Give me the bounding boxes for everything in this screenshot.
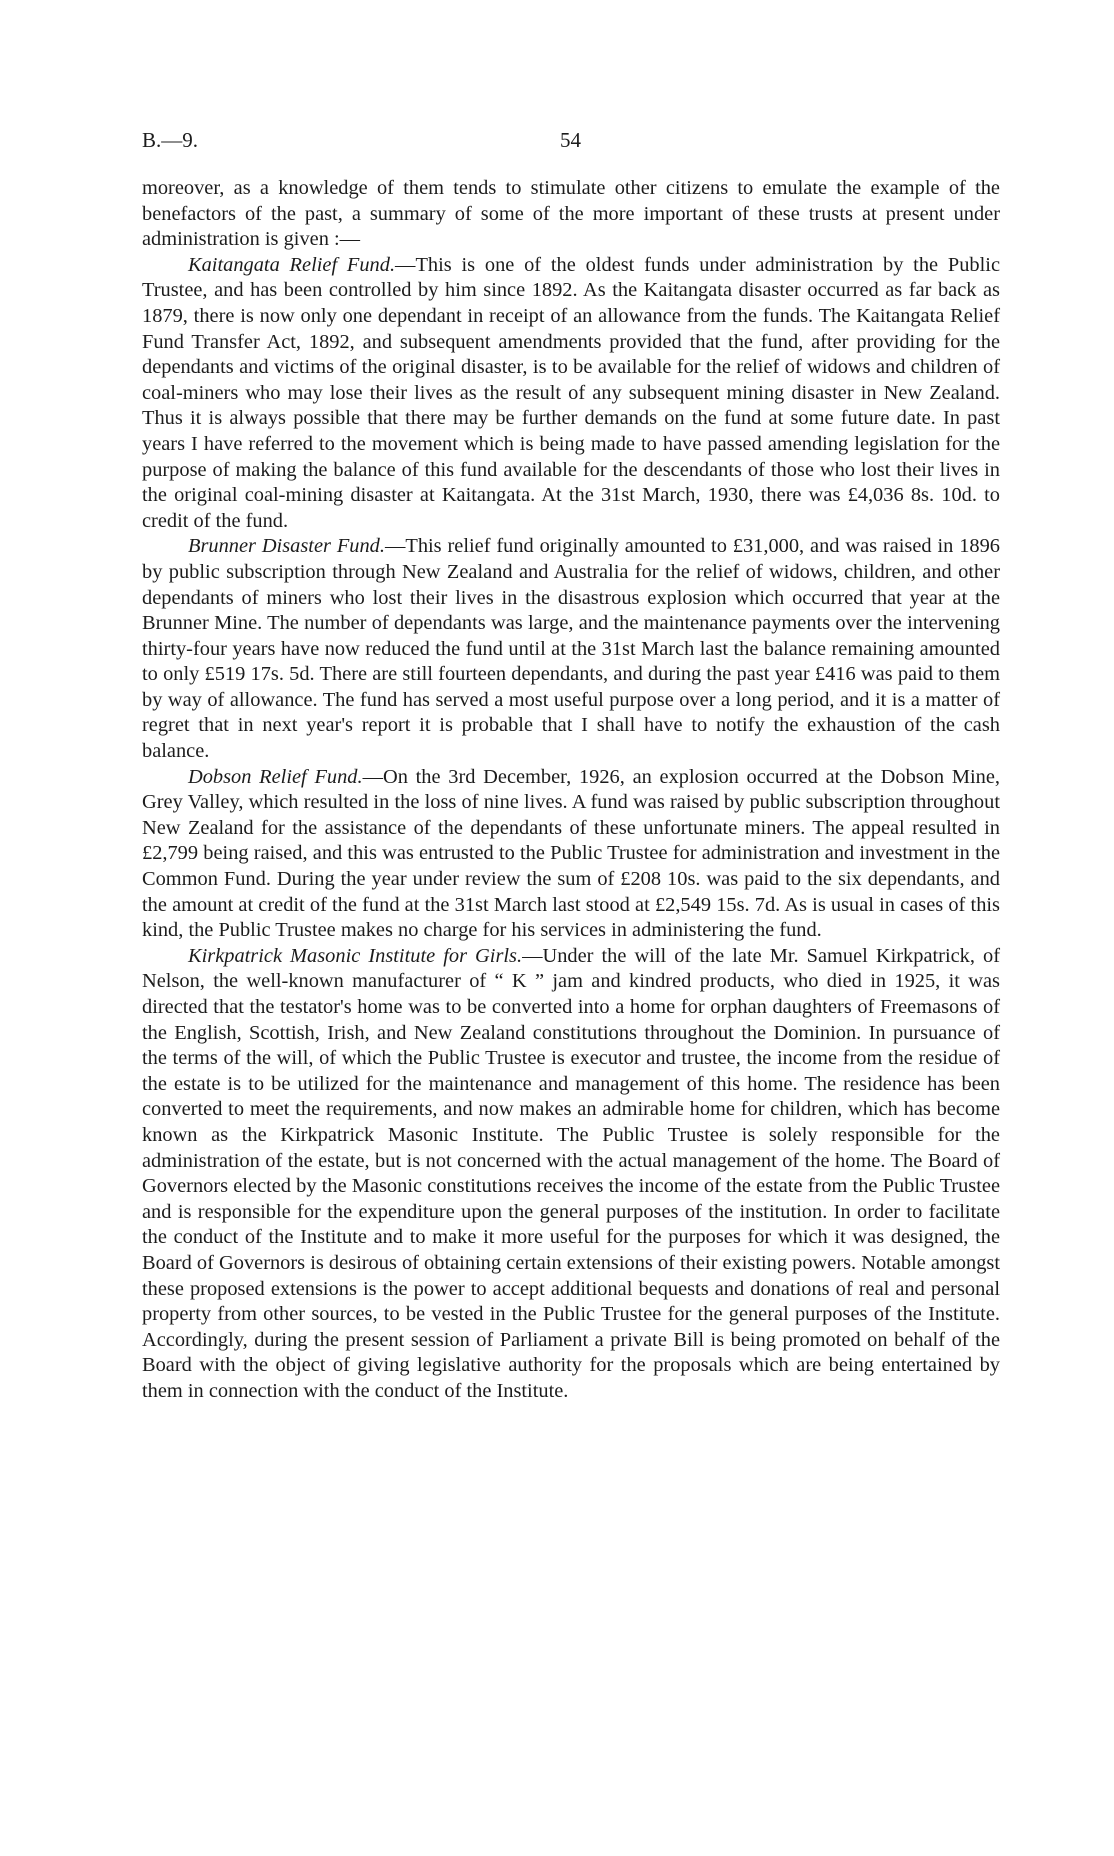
paragraph-heading: Dobson Relief Fund. xyxy=(188,765,363,788)
paragraph-dobson-relief-fund xyxy=(142,765,1000,944)
paragraph-text: —On the 3rd December, 1926, an explosion occurred at the Dobson Mine, Grey Valley, which resulted in the loss of nine lives. A fund was raised by public subscription throughout New Zealand for the assistance of the dependants of these unfortunate miners. The appeal resulted in £2,799 being raised, and this was entrusted to the Public Trustee for administration and investment in the Common Fund. During the year under review the sum of £208 10s. was paid to the six dependants, and the amount at credit of the fund at the 31st March last stood at £2,549 15s. 7d. As is usual in cases of this kind, the Public Trustee makes no charge for his services in administering the fund. xyxy=(142,765,1000,942)
paragraph-kirkpatrick-masonic-institute xyxy=(142,944,1000,1405)
paragraph-heading: Kaitangata Relief Fund. xyxy=(188,253,396,276)
page-header xyxy=(142,128,1002,156)
paragraph-intro xyxy=(142,176,1000,253)
paragraph-text: moreover, as a knowledge of them tends to stimulate other citizens to emulate the example of the benefactors of the past, a summary of some of the more important of these trusts at present under administration is given :— xyxy=(142,177,1000,251)
paragraph-text: —Under the will of the late Mr. Samuel Kirkpatrick, of Nelson, the well-known manufacturer of “ K ” jam and kindred products, who died in 1925, it was directed that the testator's home was to be converted into a home for orphan daughters of Freemasons of the English, Scottish, Irish, and New Zealand constitutions throughout the Dominion. In pursuance of the terms of the will, of which the Public Trustee is executor and trustee, the income from the residue of the estate is to be utilized for the maintenance and management of this home. The residence has been converted to meet the requirements, and now makes an admirable home for children, which has become known as the Kirkpatrick Masonic Institute. The Public Trustee is solely responsible for the administration of the estate, but is not concerned with the actual management of the home. The Board of Governors elected by the Masonic constitutions receives the income of the estate from the Public Trustee and is responsible for the expenditure upon the general purposes of the institution. In order to facilitate the conduct of the Institute and to make it more useful for the purposes for which it was designed, the Board of Governors is desirous of obtaining certain extensions of their existing powers. Notable amongst these proposed extensions is the power to accept additional bequests and donations of real and personal property from other sources, to be vested in the Public Trustee for the general purposes of the Institute. Accordingly, during the present session of Parliament a private Bill is being promoted on behalf of the Board with the object of giving legislative authority for the proposals which are being entertained by them in connection with the conduct of the Institute. xyxy=(142,944,1000,1402)
paragraph-kaitangata-relief-fund xyxy=(142,253,1000,535)
body-text xyxy=(142,176,1000,1405)
paragraph-heading: Brunner Disaster Fund. xyxy=(188,535,385,558)
document-reference: B.—9. xyxy=(142,128,199,152)
paragraph-text: —This is one of the oldest funds under administration by the Public Trustee, and has been controlled by him since 1892. As the Kaitangata disaster occurred as far back as 1879, there is now only one dependant in receipt of an allowance from the funds. The Kaitangata Relief Fund Transfer Act, 1892, and subsequent amendments provided that the fund, after providing for the dependants and victims of the original disaster, is to be available for the relief of widows and children of coal-miners who may lose their lives as the result of any subsequent mining disaster in New Zealand. Thus it is always possible that there may be further demands on the fund at some future date. In past years I have referred to the movement which is being made to have passed amending legislation for the purpose of making the balance of this fund available for the descendants of those who lost their lives in the original coal-mining disaster at Kaitangata. At the 31st March, 1930, there was £4,036 8s. 10d. to credit of the fund. xyxy=(142,253,1000,532)
paragraph-text: —This relief fund originally amounted to £31,000, and was raised in 1896 by public subscription through New Zealand and Australia for the relief of widows, children, and other dependants of miners who lost their lives in the disastrous explosion which occurred that year at the Brunner Mine. The number of dependants was large, and the maintenance payments over the intervening thirty-four years have now reduced the fund until at the 31st March last the balance remaining amounted to only £519 17s. 5d. There are still fourteen dependants, and during the past year £416 was paid to them by way of allowance. The fund has served a most useful purpose over a long period, and it is a matter of regret that in next year's report it is probable that I shall have to notify the exhaustion of the cash balance. xyxy=(142,535,1000,763)
page-number: 54 xyxy=(560,128,581,152)
paragraph-heading: Kirkpatrick Masonic Institute for Girls. xyxy=(188,944,523,967)
paragraph-brunner-disaster-fund xyxy=(142,534,1000,764)
